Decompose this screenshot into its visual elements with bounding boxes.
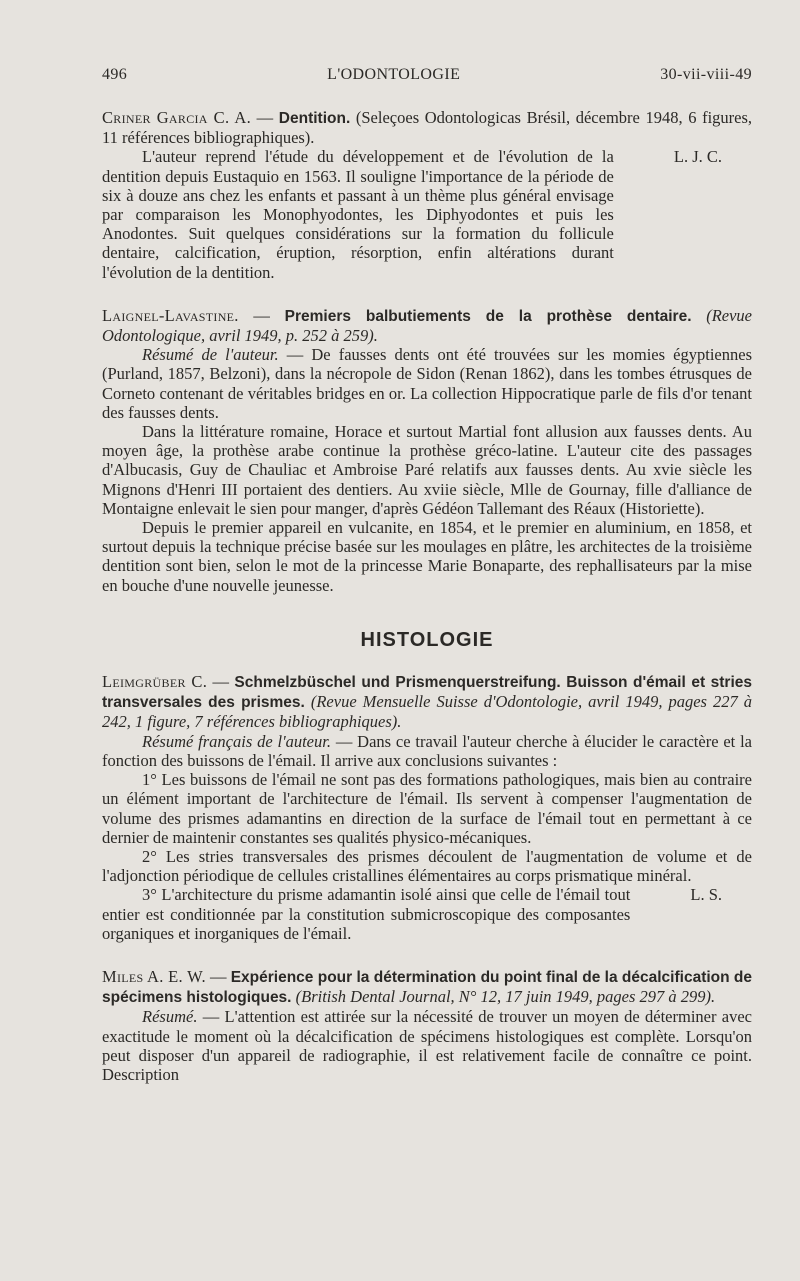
entry-leimgruber xyxy=(102,672,752,943)
paragraph-text: 3° L'architecture du prisme adamantin isolé ainsi que celle de l'émail tout entier est conditionnée par la constitution submicroscopique des composantes organiques et inorganiques de l'émail. xyxy=(102,885,631,943)
paragraph-text: — De fausses dents ont été trouvées sur les momies égyptiennes (Purland, 1857, Belzoni), dans la nécropole de Sidon (Renan 1862), dans les tombes étrusques de Corneto contenant de véritables bridges en or. La collection Hippocratique parle de fils d'or tenant des fausses dents. xyxy=(102,345,752,422)
reviewer-initials: L. S. xyxy=(690,885,722,905)
summary-lead: Résumé. xyxy=(142,1007,198,1027)
entry-heading xyxy=(102,108,752,147)
entry-paragraph: 1° Les buissons de l'émail ne sont pas des formations pathologiques, mais bien au contraire un élément important de l'architecture de l'émail. Ils servent à compenser l'augmentation de volume des prismes adamantins en direction de la surface de l'émail tout en permettant à ce dernier de maintenir constantes ses qualités physico-mécaniques. xyxy=(102,770,752,847)
journal-title: L'ODONTOLOGIE xyxy=(327,66,461,83)
entry-source: (Revue Odontologique, avril 1949, p. 252 à 259). xyxy=(102,305,752,346)
summary-lead: Résumé de l'auteur. xyxy=(142,345,279,365)
section-heading: HISTOLOGIE xyxy=(360,628,494,651)
page-number: 496 xyxy=(102,66,128,83)
paragraph-text: — L'attention est attirée sur la nécessité de trouver un moyen de déterminer avec exactitude le moment où la décalcification de spécimens histologiques est complète. Lorsqu'on peut disposer d'un appareil de radiographie, il est relativement facile de connaître ce point. Description xyxy=(102,1007,752,1084)
entry-paragraph xyxy=(102,345,752,422)
entry-title: Expérience pour la détermination du point final de la décalcification de spécimens histologiques. xyxy=(102,968,753,1007)
entry-paragraph: 2° Les stries transversales des prismes découlent de l'augmentation de volume et de l'adjonction périodique de cellules cristallines élémentaires au corps prismatique minéral. xyxy=(102,846,752,886)
entry-paragraph xyxy=(102,885,752,943)
entry-heading xyxy=(102,306,752,345)
entry-author: Leimgrüber C. xyxy=(102,672,208,692)
entry-paragraph xyxy=(102,732,752,770)
entry-author: Criner Garcia C. A. xyxy=(102,108,252,127)
paragraph-text: — Dans ce travail l'auteur cherche à élucider le caractère et la fonction des buissons de l'émail. Il arrive aux conclusions suivantes : xyxy=(102,731,753,770)
entry-criner xyxy=(102,108,752,282)
article-body xyxy=(102,108,752,1084)
entry-dash: — xyxy=(251,108,279,127)
entry-title: Premiers balbutiements de la prothèse dentaire. xyxy=(284,307,692,325)
entry-title: Dentition. xyxy=(278,110,351,127)
entry-paragraph xyxy=(102,1007,752,1084)
entry-author: Laignel-Lavastine. xyxy=(102,305,239,325)
entry-dash: — xyxy=(205,966,231,986)
entry-heading xyxy=(102,967,752,1007)
entry-miles xyxy=(102,967,752,1084)
issue-date: 30-vii-viii-49 xyxy=(660,66,752,83)
entry-author: Miles A. E. W. xyxy=(102,966,206,986)
entry-title: Schmelzbüschel und Prismenquerstreifung. Buisson d'émail et stries transversales des prismes. xyxy=(102,674,753,712)
entry-laignel-lavastine xyxy=(102,306,752,595)
paragraph-text: L'auteur reprend l'étude du développement et de l'évolution de la dentition depuis Eustaquio en 1563. Il souligne l'importance de la période de six à douze ans chez les enfants et passant à un thème plus général envisage par comparaison les Monophyodontes, les Diphyodontes et puis les Anodontes. Suit quelques considérations sur la formation du follicule dentaire, calcification, éruption, résorption, enfin altérations durant l'évolution de la dentition. xyxy=(102,147,614,282)
entry-dash: — xyxy=(207,672,235,692)
summary-lead: Résumé français de l'auteur. xyxy=(142,731,331,751)
reviewer-initials: L. J. C. xyxy=(673,147,722,167)
entry-dash: — xyxy=(238,305,285,325)
entry-paragraph xyxy=(102,147,752,281)
entry-paragraph: Dans la littérature romaine, Horace et surtout Martial font allusion aux fausses dents. Au moyen âge, la prothèse arabe continue la prothèse gréco-latine. L'auteur cite des passages d'Albucasis, Guy de Chauliac et Ambroise Paré relatifs aux fausses dents. Au xvie siècle les Mignons d'Henri III portaient des dentiers. Au xviie siècle, Mlle de Gournay, fille d'alliance de Montaigne enlevait le sien pour manger, d'après Gédéon Tallemant des Réaux (Historiette). xyxy=(102,422,752,518)
entry-source: (British Dental Journal, N° 12, 17 juin 1949, pages 297 à 299). xyxy=(295,987,716,1007)
entry-source: (Seleçoes Odontologicas Brésil, décembre 1948, 6 figures, 11 références bibliographiques). xyxy=(102,108,753,148)
entry-paragraph: Depuis le premier appareil en vulcanite, en 1854, et le premier en aluminium, en 1858, et surtout depuis la technique précise basée sur les moulages en plâtre, les architectes de la troisième dentition sont bien, selon le mot de la princesse Marie Bonaparte, des rephallisateurs par la mise en bouche d'une nouvelle jeunesse. xyxy=(102,518,752,595)
running-header xyxy=(102,66,752,84)
entry-source: (Revue Mensuelle Suisse d'Odontologie, avril 1949, pages 227 à 242, 1 figure, 7 références bibliographiques). xyxy=(102,692,752,732)
entry-heading xyxy=(102,672,752,732)
